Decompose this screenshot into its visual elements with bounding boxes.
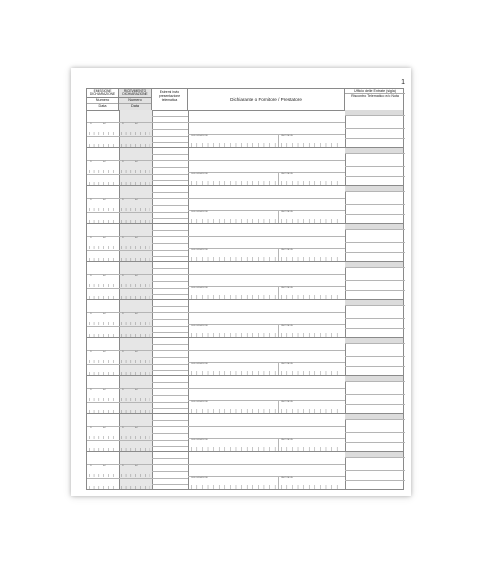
- date-boxes: [89, 334, 117, 337]
- number-label: N.: [122, 161, 124, 163]
- row-line: [188, 400, 345, 401]
- denomination-label: DENOMINAZIONE: [191, 249, 208, 251]
- row-line: [152, 167, 188, 168]
- number-boxes: [89, 132, 117, 135]
- row-line: [152, 395, 188, 396]
- row-line: [152, 281, 188, 282]
- table-row: [87, 452, 403, 490]
- row-line: [345, 128, 405, 129]
- row-line: [345, 480, 405, 481]
- table-row: [87, 414, 403, 452]
- vat-number-boxes: [281, 257, 342, 261]
- date-boxes: [89, 372, 117, 375]
- row-line: [345, 404, 405, 405]
- header-receipt: [119, 89, 152, 110]
- date-boxes: [121, 486, 150, 489]
- date-boxes: [89, 182, 117, 185]
- row-line: [87, 364, 188, 365]
- number-label: N.: [122, 313, 124, 315]
- row-line: [87, 326, 188, 327]
- header-emission-number: Numero: [95, 98, 110, 103]
- row-line: [345, 138, 405, 139]
- row-line: [152, 332, 188, 333]
- date-boxes: [121, 334, 150, 337]
- date-boxes: [89, 144, 117, 147]
- date-label: del: [103, 465, 106, 467]
- date-boxes: [121, 182, 150, 185]
- number-label: N.: [90, 351, 92, 353]
- date-label: del: [135, 389, 138, 391]
- row-line: [278, 438, 279, 451]
- number-label: N.: [90, 123, 92, 125]
- denomination-boxes: [191, 447, 277, 451]
- row-line: [188, 286, 345, 287]
- date-label: del: [103, 313, 106, 315]
- number-label: N.: [122, 199, 124, 201]
- header-receipt-date: Data: [119, 103, 151, 109]
- vat-number-boxes: [281, 181, 342, 185]
- number-label: N.: [122, 237, 124, 239]
- header-emission-title: EMISSIONE DICHIARAZIONE: [87, 89, 118, 98]
- row-line: [188, 134, 345, 135]
- vat-number-boxes: [281, 333, 342, 337]
- date-boxes: [121, 258, 150, 261]
- row-line: [345, 290, 405, 291]
- denomination-label: DENOMINAZIONE: [191, 325, 208, 327]
- denomination-boxes: [191, 371, 277, 375]
- denomination-boxes: [191, 333, 277, 337]
- row-line: [345, 115, 405, 116]
- date-label: del: [135, 275, 138, 277]
- date-label: del: [135, 313, 138, 315]
- denomination-label: DENOMINAZIONE: [191, 477, 208, 479]
- denomination-label: DENOMINAZIONE: [191, 287, 208, 289]
- vat-number-label: PARTITA IVA: [281, 211, 293, 213]
- row-line: [152, 218, 188, 219]
- table-header: [87, 89, 403, 111]
- denomination-boxes: [191, 219, 277, 223]
- row-line: [152, 357, 188, 358]
- row-line: [87, 288, 188, 289]
- denomination-label: DENOMINAZIONE: [191, 173, 208, 175]
- number-label: N.: [90, 465, 92, 467]
- table-row: [87, 186, 403, 224]
- row-line: [188, 172, 345, 173]
- row-line: [345, 442, 405, 443]
- row-line: [278, 324, 279, 337]
- number-label: N.: [122, 275, 124, 277]
- row-line: [152, 484, 188, 485]
- denomination-boxes: [191, 257, 277, 261]
- row-line: [345, 153, 405, 154]
- number-boxes: [89, 360, 117, 363]
- number-boxes: [121, 170, 150, 173]
- row-line: [345, 176, 405, 177]
- header-telematic-text: Estremi invio presentazione telematica: [158, 90, 181, 102]
- date-boxes: [89, 258, 117, 261]
- row-line: [278, 400, 279, 413]
- row-line: [345, 457, 405, 458]
- vat-number-boxes: [281, 485, 342, 489]
- row-line: [345, 419, 405, 420]
- number-label: N.: [90, 199, 92, 201]
- table-row: [87, 262, 403, 300]
- vat-number-label: PARTITA IVA: [281, 173, 293, 175]
- table-row: [87, 338, 403, 376]
- row-line: [152, 370, 188, 371]
- number-label: N.: [122, 389, 124, 391]
- date-boxes: [89, 410, 117, 413]
- row-line: [345, 343, 405, 344]
- header-declarant: [188, 89, 345, 110]
- row-line: [278, 476, 279, 489]
- vat-number-label: PARTITA IVA: [281, 401, 293, 403]
- row-line: [188, 274, 345, 275]
- denomination-boxes: [191, 143, 277, 147]
- denomination-boxes: [191, 181, 277, 185]
- row-line: [278, 134, 279, 147]
- number-boxes: [121, 474, 150, 477]
- row-line: [188, 248, 345, 249]
- row-line: [87, 136, 188, 137]
- number-label: N.: [90, 161, 92, 163]
- row-line: [152, 243, 188, 244]
- row-line: [345, 229, 405, 230]
- row-line: [188, 388, 345, 389]
- date-boxes: [121, 410, 150, 413]
- vat-number-boxes: [281, 219, 342, 223]
- number-boxes: [89, 170, 117, 173]
- date-label: del: [103, 389, 106, 391]
- vat-number-boxes: [281, 295, 342, 299]
- date-label: del: [135, 237, 138, 239]
- vat-number-label: PARTITA IVA: [281, 477, 293, 479]
- row-line: [152, 205, 188, 206]
- number-boxes: [121, 360, 150, 363]
- header-receipt-number: Numero: [128, 98, 142, 103]
- register-table: [86, 88, 404, 490]
- row-line: [345, 166, 405, 167]
- row-line: [152, 192, 188, 193]
- date-label: del: [103, 161, 106, 163]
- row-line: [188, 438, 345, 439]
- row-line: [188, 324, 345, 325]
- header-receipt-title: RICEVIMENTO DICHIARAZIONE: [119, 89, 151, 98]
- row-line: [152, 408, 188, 409]
- row-line: [188, 236, 345, 237]
- vat-number-label: PARTITA IVA: [281, 135, 293, 137]
- row-line: [345, 318, 405, 319]
- row-line: [188, 476, 345, 477]
- number-boxes: [89, 474, 117, 477]
- row-line: [345, 280, 405, 281]
- table-row: [87, 376, 403, 414]
- row-line: [152, 446, 188, 447]
- row-line: [152, 433, 188, 434]
- row-line: [152, 458, 188, 459]
- number-label: N.: [90, 237, 92, 239]
- row-line: [87, 250, 188, 251]
- row-line: [152, 116, 188, 117]
- date-label: del: [103, 237, 106, 239]
- date-label: del: [135, 427, 138, 429]
- number-boxes: [89, 436, 117, 439]
- row-line: [188, 350, 345, 351]
- header-office-top: Ufficio delle Entrate (sigla): [354, 89, 396, 93]
- row-line: [278, 286, 279, 299]
- row-line: [87, 212, 188, 213]
- row-line: [152, 344, 188, 345]
- row-line: [152, 180, 188, 181]
- row-line: [345, 470, 405, 471]
- date-boxes: [121, 220, 150, 223]
- number-boxes: [121, 284, 150, 287]
- row-line: [152, 306, 188, 307]
- page-number: 1: [401, 79, 405, 86]
- number-boxes: [121, 246, 150, 249]
- row-line: [278, 210, 279, 223]
- number-label: N.: [90, 275, 92, 277]
- row-line: [87, 402, 188, 403]
- date-label: del: [135, 199, 138, 201]
- row-line: [188, 198, 345, 199]
- row-line: [188, 312, 345, 313]
- number-boxes: [89, 246, 117, 249]
- row-line: [152, 420, 188, 421]
- number-boxes: [89, 398, 117, 401]
- header-telematic: [152, 89, 188, 110]
- row-line: [152, 256, 188, 257]
- row-line: [152, 382, 188, 383]
- date-label: del: [135, 123, 138, 125]
- date-boxes: [89, 448, 117, 451]
- row-line: [87, 174, 188, 175]
- number-boxes: [89, 208, 117, 211]
- date-label: del: [103, 123, 106, 125]
- row-line: [345, 305, 405, 306]
- date-boxes: [121, 296, 150, 299]
- header-emission-date: Data: [87, 103, 118, 109]
- date-label: del: [103, 275, 106, 277]
- row-line: [345, 204, 405, 205]
- number-boxes: [121, 398, 150, 401]
- number-boxes: [121, 436, 150, 439]
- row-line: [152, 471, 188, 472]
- row-line: [278, 172, 279, 185]
- table-body: [87, 110, 403, 489]
- denomination-boxes: [191, 409, 277, 413]
- row-line: [278, 362, 279, 375]
- number-boxes: [89, 284, 117, 287]
- vat-number-label: PARTITA IVA: [281, 249, 293, 251]
- date-label: del: [103, 427, 106, 429]
- date-label: del: [135, 465, 138, 467]
- register-sheet: [71, 68, 411, 496]
- row-line: [188, 362, 345, 363]
- number-label: N.: [122, 351, 124, 353]
- denomination-label: DENOMINAZIONE: [191, 135, 208, 137]
- row-line: [188, 122, 345, 123]
- row-line: [152, 154, 188, 155]
- row-line: [345, 394, 405, 395]
- number-label: N.: [122, 427, 124, 429]
- date-boxes: [89, 486, 117, 489]
- row-line: [345, 267, 405, 268]
- row-line: [345, 242, 405, 243]
- row-line: [188, 464, 345, 465]
- row-line: [152, 142, 188, 143]
- header-office-bottom: Riscontro Telematico e/o Nota: [345, 93, 405, 98]
- vat-number-label: PARTITA IVA: [281, 439, 293, 441]
- row-line: [345, 214, 405, 215]
- number-boxes: [89, 322, 117, 325]
- date-boxes: [121, 448, 150, 451]
- row-line: [152, 268, 188, 269]
- row-line: [188, 160, 345, 161]
- date-label: del: [103, 199, 106, 201]
- table-row: [87, 148, 403, 186]
- number-boxes: [121, 208, 150, 211]
- header-declarant-title: Dichiarante o Fornitore / Prestatore: [230, 97, 302, 102]
- denomination-label: DENOMINAZIONE: [191, 439, 208, 441]
- denomination-boxes: [191, 485, 277, 489]
- row-line: [152, 294, 188, 295]
- row-line: [345, 432, 405, 433]
- row-line: [152, 230, 188, 231]
- number-label: N.: [90, 313, 92, 315]
- row-line: [152, 319, 188, 320]
- denomination-label: DENOMINAZIONE: [191, 401, 208, 403]
- vat-number-label: PARTITA IVA: [281, 287, 293, 289]
- date-boxes: [121, 144, 150, 147]
- row-line: [188, 426, 345, 427]
- header-emission: [87, 89, 119, 110]
- row-line: [345, 381, 405, 382]
- date-label: del: [135, 161, 138, 163]
- number-boxes: [121, 322, 150, 325]
- number-label: N.: [90, 389, 92, 391]
- vat-number-label: PARTITA IVA: [281, 325, 293, 327]
- table-row: [87, 224, 403, 262]
- number-boxes: [121, 132, 150, 135]
- denomination-label: DENOMINAZIONE: [191, 363, 208, 365]
- vat-number-boxes: [281, 143, 342, 147]
- date-label: del: [135, 351, 138, 353]
- date-label: del: [103, 351, 106, 353]
- vat-number-boxes: [281, 371, 342, 375]
- date-boxes: [89, 296, 117, 299]
- denomination-label: DENOMINAZIONE: [191, 211, 208, 213]
- header-office: [345, 89, 405, 110]
- date-boxes: [89, 220, 117, 223]
- row-line: [345, 366, 405, 367]
- row-line: [345, 191, 405, 192]
- vat-number-boxes: [281, 447, 342, 451]
- number-label: N.: [90, 427, 92, 429]
- date-boxes: [121, 372, 150, 375]
- row-line: [87, 478, 188, 479]
- row-line: [345, 252, 405, 253]
- vat-number-boxes: [281, 409, 342, 413]
- denomination-boxes: [191, 295, 277, 299]
- row-line: [188, 210, 345, 211]
- number-label: N.: [122, 465, 124, 467]
- vat-number-label: PARTITA IVA: [281, 363, 293, 365]
- row-line: [345, 356, 405, 357]
- row-line: [345, 328, 405, 329]
- row-line: [152, 129, 188, 130]
- table-row: [87, 110, 403, 148]
- number-label: N.: [122, 123, 124, 125]
- table-row: [87, 300, 403, 338]
- row-line: [278, 248, 279, 261]
- row-line: [87, 440, 188, 441]
